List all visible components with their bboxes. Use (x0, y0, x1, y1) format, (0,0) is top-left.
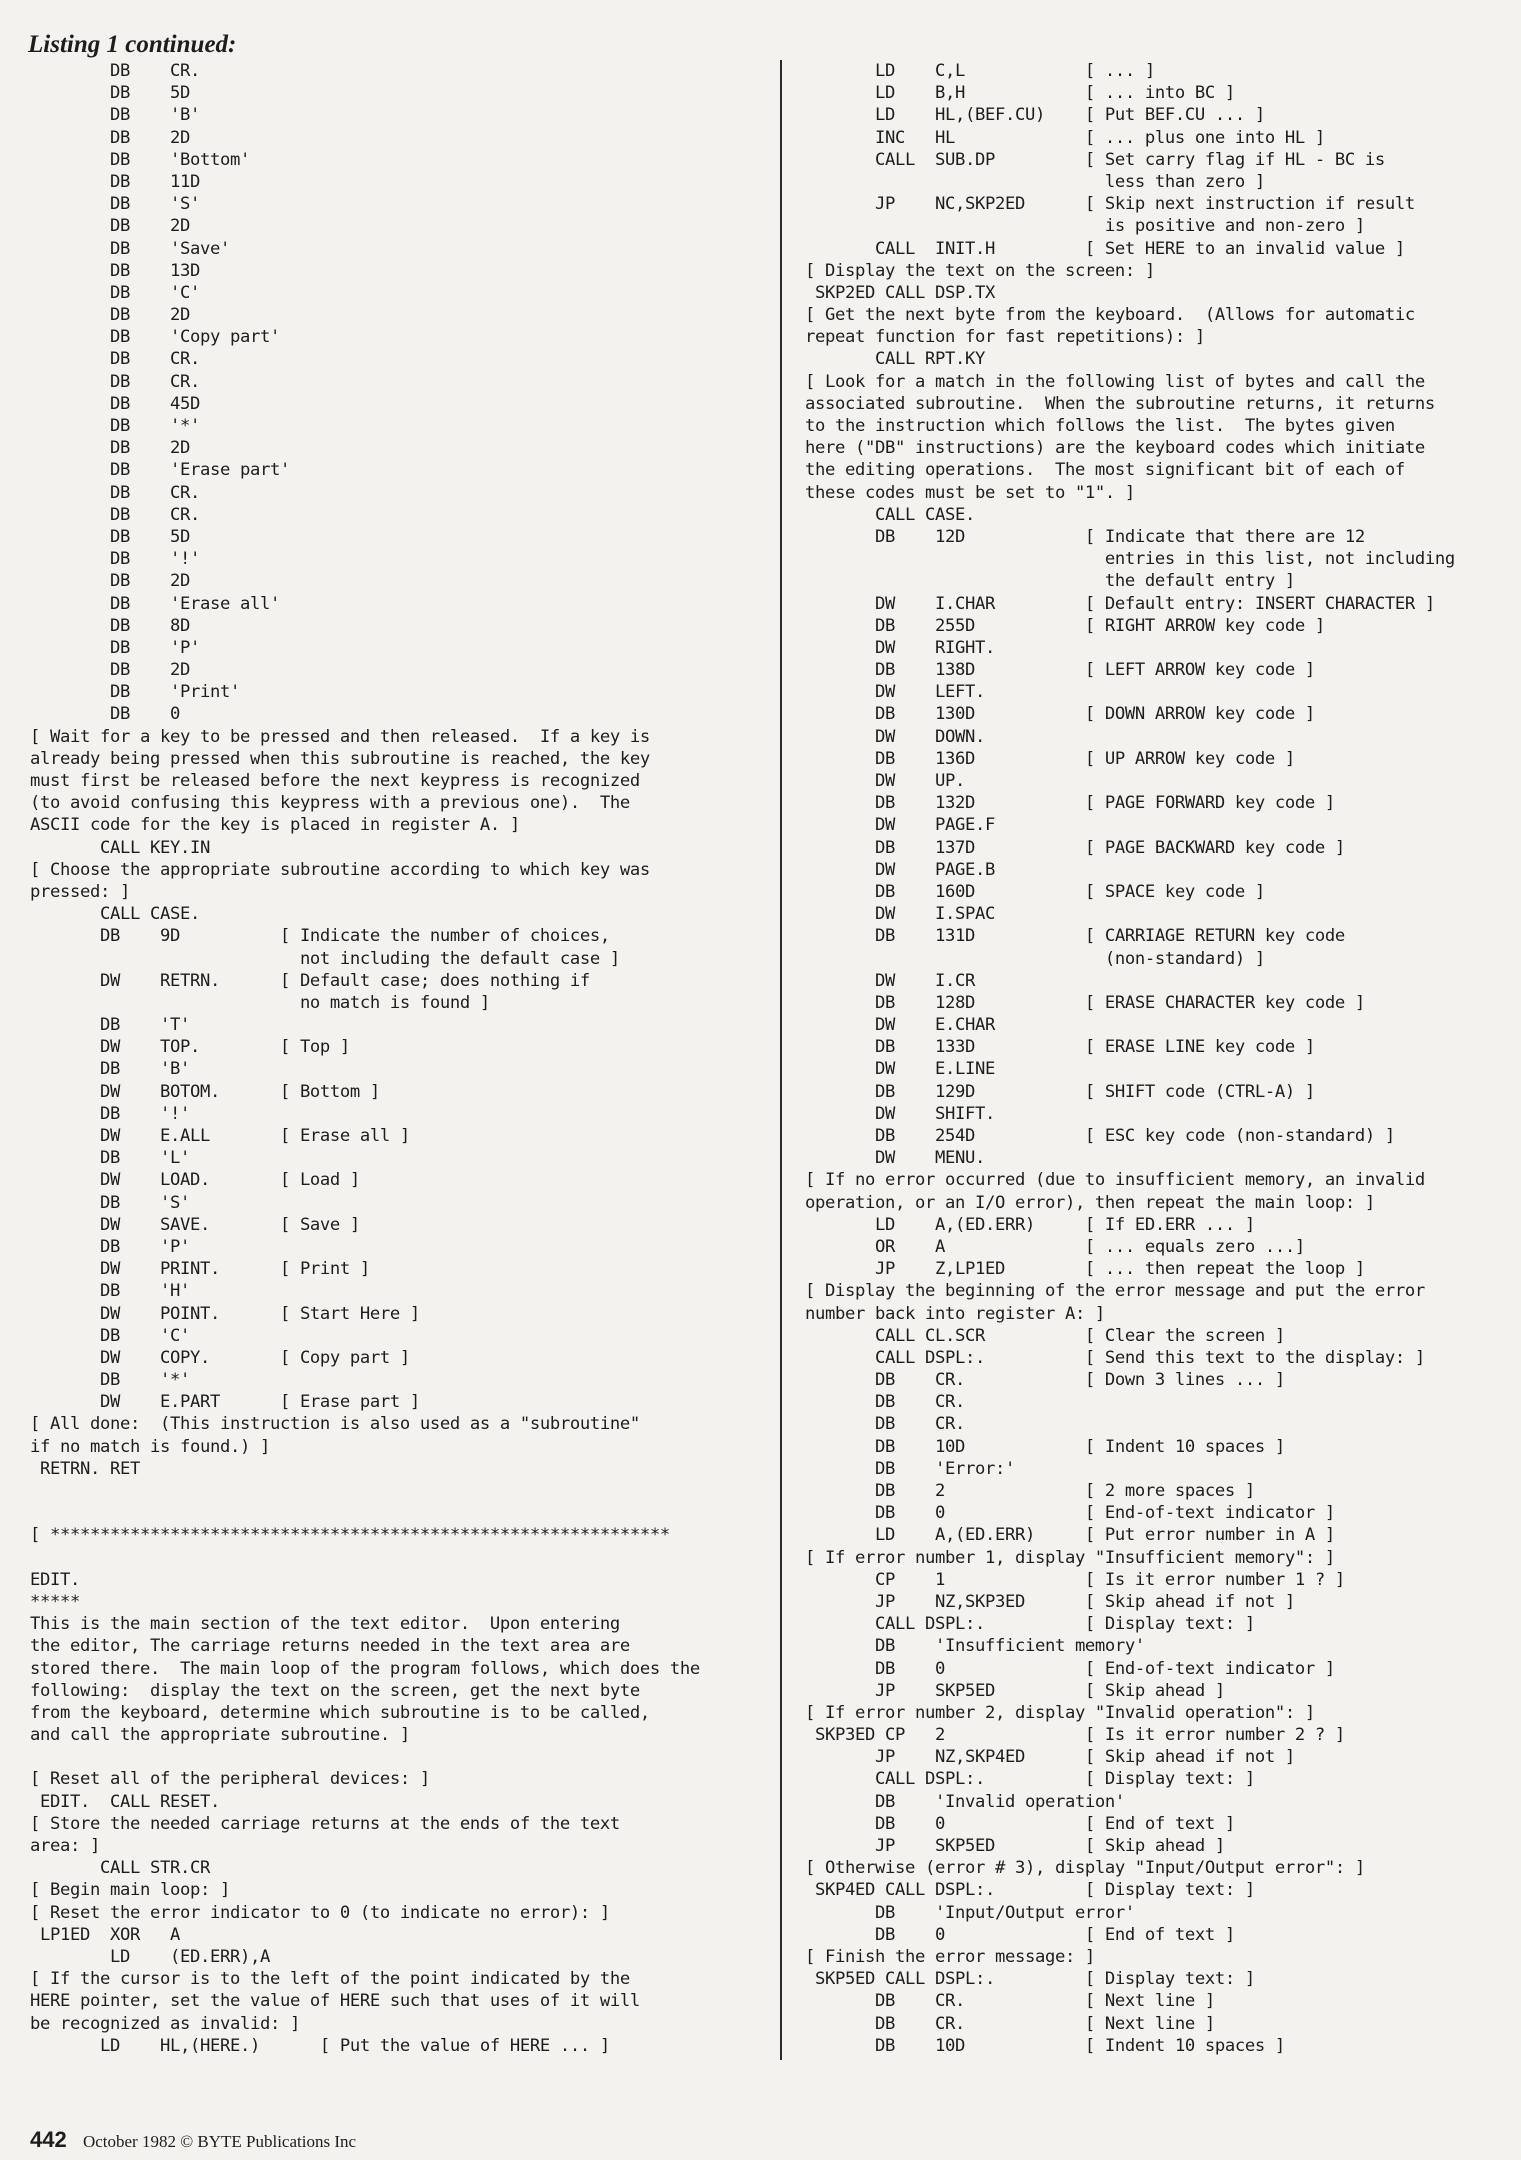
code-line: DW DOWN. (805, 726, 985, 747)
code-line: DB 'B' (30, 1059, 190, 1080)
code-line: DB CR. [ Down 3 lines ... ] (805, 1370, 1285, 1391)
code-line: DB 129D [ SHIFT code (CTRL-A) ] (805, 1081, 1315, 1102)
code-line: DW PRINT. [ Print ] (30, 1259, 370, 1280)
code-line: [ If error number 1, display "Insufficient memory": ] (805, 1547, 1335, 1568)
code-line: SKP3ED CP 2 [ Is it error number 2 ? ] (805, 1725, 1345, 1746)
code-line: DB CR. (805, 1392, 965, 1413)
code-line: DB 2D (30, 660, 190, 681)
code-line: DW LEFT. (805, 682, 985, 703)
code-line: DB 138D [ LEFT ARROW key code ] (805, 660, 1315, 681)
code-line: EDIT. (30, 1569, 80, 1590)
code-line: JP SKP5ED [ Skip ahead ] (805, 1836, 1225, 1856)
code-line: DB CR. [ Next line ] (805, 1991, 1215, 2012)
code-line: [ Finish the error message: ] (805, 1946, 1095, 1967)
code-line: DB CR. (805, 1414, 965, 1435)
code-line: OR A [ ... equals zero ...] (805, 1236, 1305, 1257)
left-code-column (30, 60, 700, 2057)
code-line: DB 128D [ ERASE CHARACTER key code ] (805, 992, 1365, 1013)
code-line: DB 136D [ UP ARROW key code ] (805, 748, 1295, 769)
code-line: DB 'Error:' (805, 1458, 1015, 1479)
code-line: CALL STR.CR (30, 1858, 210, 1879)
code-line: DB 'Input/Output error' (805, 1902, 1135, 1923)
code-line: must first be released before the next keypress is recognized (30, 771, 640, 791)
code-line: these codes must be set to "1". ] (805, 482, 1135, 503)
code-line: CALL DSPL:. [ Display text: ] (805, 1769, 1255, 1790)
code-line: LD (ED.ERR),A (30, 1946, 270, 1967)
publication-credit: October 1982 © BYTE Publications Inc (82, 2132, 357, 2151)
code-line: DW E.ALL [ Erase all ] (30, 1126, 410, 1146)
code-line: DW COPY. [ Copy part ] (30, 1347, 410, 1368)
code-line: [ If error number 2, display "Invalid operation": ] (805, 1702, 1315, 1723)
code-line: DB 'P' (30, 1236, 190, 1257)
code-line: number back into register A: ] (805, 1303, 1105, 1324)
code-line: CALL DSPL:. [ Send this text to the display: ] (805, 1347, 1425, 1368)
code-line: DB 'H' (30, 1281, 190, 1302)
code-line: DW I.SPAC (805, 904, 995, 925)
code-line: DB 'B' (30, 105, 200, 126)
code-line: DB 132D [ PAGE FORWARD key code ] (805, 793, 1335, 814)
code-line: INC HL [ ... plus one into HL ] (805, 127, 1325, 148)
code-line: following: display the text on the screen, get the next byte (30, 1680, 640, 1701)
code-line: DB 'C' (30, 1325, 190, 1346)
code-line: DW RIGHT. (805, 637, 995, 658)
code-line: DB 130D [ DOWN ARROW key code ] (805, 704, 1315, 725)
code-line: DW E.CHAR (805, 1015, 995, 1036)
code-line: SKP2ED CALL DSP.TX (805, 282, 995, 303)
right-code-column (805, 60, 1455, 2057)
code-line: DB 'Insufficient memory' (805, 1636, 1145, 1657)
code-line: less than zero ] (805, 171, 1265, 192)
code-line: here ("DB" instructions) are the keyboard codes which initiate (805, 438, 1425, 459)
code-line: CALL INIT.H [ Set HERE to an invalid value ] (805, 238, 1405, 259)
code-line: DB 'C' (30, 282, 200, 303)
code-line: operation, or an I/O error), then repeat the main loop: ] (805, 1192, 1375, 1213)
code-line: EDIT. CALL RESET. (30, 1791, 220, 1812)
code-line: DB CR. (30, 482, 200, 503)
code-line: DW POINT. [ Start Here ] (30, 1303, 420, 1324)
code-line: DB 45D (30, 393, 200, 414)
code-line: is positive and non-zero ] (805, 216, 1365, 237)
code-line: DB CR. [ Next line ] (805, 2013, 1215, 2034)
code-line: DB 133D [ ERASE LINE key code ] (805, 1037, 1315, 1058)
code-line: JP SKP5ED [ Skip ahead ] (805, 1680, 1225, 1701)
code-line: DW LOAD. [ Load ] (30, 1170, 360, 1191)
code-line: DB 255D [ RIGHT ARROW key code ] (805, 615, 1325, 636)
code-line: (non-standard) ] (805, 948, 1265, 969)
code-line: DB 'S' (30, 194, 200, 215)
code-line: [ Reset the error indicator to 0 (to indicate no error): ] (30, 1902, 610, 1923)
code-line: repeat function for fast repetitions): ] (805, 327, 1205, 348)
code-line: DB 13D (30, 260, 200, 281)
code-line: if no match is found.) ] (30, 1436, 270, 1457)
code-line: the default entry ] (805, 571, 1295, 592)
code-line: LD C,L [ ... ] (805, 61, 1155, 81)
code-line: DB 'Erase part' (30, 460, 290, 481)
code-line (30, 1746, 700, 1768)
code-line: JP NC,SKP2ED [ Skip next instruction if result (805, 194, 1415, 215)
code-line: [ Look for a match in the following list of bytes and call the (805, 371, 1425, 392)
code-line: DB 2D (30, 216, 190, 237)
code-line: LD HL,(BEF.CU) [ Put BEF.CU ... ] (805, 105, 1265, 126)
code-line: HERE pointer, set the value of HERE such that uses of it will (30, 1991, 640, 2012)
code-line: JP NZ,SKP4ED [ Skip ahead if not ] (805, 1747, 1295, 1768)
code-line: DB 'Copy part' (30, 327, 280, 348)
code-line: DB 137D [ PAGE BACKWARD key code ] (805, 837, 1345, 858)
code-line: DW TOP. [ Top ] (30, 1037, 350, 1058)
code-line: DB 0 (30, 704, 180, 725)
code-line: area: ] (30, 1836, 100, 1856)
code-line: CALL CASE. (805, 504, 975, 525)
code-line: DB 0 [ End of text ] (805, 1813, 1235, 1834)
code-line: already being pressed when this subroutine is reached, the key (30, 748, 650, 769)
code-line: CALL CL.SCR [ Clear the screen ] (805, 1325, 1285, 1346)
code-line: pressed: ] (30, 881, 130, 902)
code-line: CALL CASE. (30, 904, 200, 925)
code-line: DW BOTOM. [ Bottom ] (30, 1081, 380, 1102)
code-line: DB 2D (30, 438, 190, 459)
code-line: DW RETRN. [ Default case; does nothing if (30, 970, 590, 991)
code-line: DB 254D [ ESC key code (non-standard) ] (805, 1126, 1395, 1146)
code-line: DB '!' (30, 549, 200, 570)
code-line: [ ************************************************************** (30, 1525, 670, 1546)
code-line: CALL RPT.KY (805, 349, 985, 370)
code-line: CALL DSPL:. [ Display text: ] (805, 1614, 1255, 1635)
code-line (30, 1547, 700, 1569)
code-line: LD A,(ED.ERR) [ If ED.ERR ... ] (805, 1214, 1255, 1235)
code-line (30, 1480, 700, 1502)
code-line: DB 10D [ Indent 10 spaces ] (805, 2035, 1285, 2056)
code-line: not including the default case ] (30, 948, 620, 969)
code-line: DB 'Print' (30, 682, 240, 703)
code-line: RETRN. RET (30, 1458, 140, 1479)
code-line: DB 'S' (30, 1192, 190, 1213)
code-line: and call the appropriate subroutine. ] (30, 1725, 410, 1746)
code-line: CALL KEY.IN (30, 837, 210, 858)
code-line: LD HL,(HERE.) [ Put the value of HERE ... ] (30, 2035, 610, 2056)
code-line: DB 0 [ End of text ] (805, 1924, 1235, 1945)
code-line: DW I.CHAR [ Default entry: INSERT CHARACTER ] (805, 593, 1435, 614)
code-line: entries in this list, not including (805, 549, 1455, 570)
code-line: associated subroutine. When the subroutine returns, it returns (805, 393, 1435, 414)
code-line: DB 2D (30, 305, 190, 326)
code-line: DB 12D [ Indicate that there are 12 (805, 526, 1365, 547)
code-line: DW PAGE.F (805, 815, 995, 836)
code-line: DB 2D (30, 571, 190, 592)
code-line: DB 8D (30, 615, 190, 636)
code-line: [ Display the text on the screen: ] (805, 260, 1155, 281)
code-line: [ Store the needed carriage returns at the ends of the text (30, 1813, 620, 1834)
code-line: JP Z,LP1ED [ ... then repeat the loop ] (805, 1259, 1365, 1280)
code-line: LD B,H [ ... into BC ] (805, 83, 1235, 104)
code-line: DB CR. (30, 61, 200, 81)
code-line: [ Otherwise (error # 3), display "Input/Output error": ] (805, 1858, 1365, 1879)
code-line: ***** (30, 1591, 80, 1612)
code-line: CP 1 [ Is it error number 1 ? ] (805, 1569, 1345, 1590)
code-line: DB CR. (30, 349, 200, 370)
code-line: [ Choose the appropriate subroutine according to which key was (30, 859, 650, 880)
code-line: [ Get the next byte from the keyboard. (Allows for automatic (805, 305, 1415, 326)
code-line: no match is found ] (30, 992, 490, 1013)
code-line: ASCII code for the key is placed in register A. ] (30, 815, 520, 836)
code-line: CALL SUB.DP [ Set carry flag if HL - BC is (805, 149, 1385, 170)
code-line: DB 0 [ End-of-text indicator ] (805, 1658, 1335, 1679)
column-divider (780, 60, 782, 2060)
code-line: DB 2 [ 2 more spaces ] (805, 1481, 1255, 1501)
code-line: [ Wait for a key to be pressed and then released. If a key is (30, 726, 650, 747)
code-line: DB 9D [ Indicate the number of choices, (30, 926, 610, 947)
code-line: LD A,(ED.ERR) [ Put error number in A ] (805, 1525, 1335, 1546)
code-line: DB 'P' (30, 637, 200, 658)
code-line: JP NZ,SKP3ED [ Skip ahead if not ] (805, 1591, 1295, 1612)
code-line: DW MENU. (805, 1148, 985, 1169)
page-footer (30, 2128, 356, 2154)
code-line: to the instruction which follows the list. The bytes given (805, 416, 1395, 436)
code-line: DW E.PART [ Erase part ] (30, 1392, 420, 1413)
code-line: DW E.LINE (805, 1059, 995, 1080)
code-line: the editor, The carriage returns needed in the text area are (30, 1636, 630, 1657)
code-line: the editing operations. The most significant bit of each of (805, 460, 1405, 481)
code-line: SKP5ED CALL DSPL:. [ Display text: ] (805, 1969, 1255, 1990)
code-line: [ Reset all of the peripheral devices: ] (30, 1769, 430, 1790)
code-line: DW UP. (805, 771, 965, 791)
listing-title: Listing 1 continued: (28, 31, 237, 58)
code-line: DB 2D (30, 127, 190, 148)
code-line: [ All done: (This instruction is also used as a "subroutine" (30, 1414, 640, 1435)
code-line: DW SHIFT. (805, 1103, 995, 1124)
code-line: DW I.CR (805, 970, 975, 991)
code-line: LP1ED XOR A (30, 1924, 180, 1945)
code-line: DB 10D [ Indent 10 spaces ] (805, 1436, 1285, 1457)
code-line: DB 'Invalid operation' (805, 1791, 1125, 1812)
code-line: DB 160D [ SPACE key code ] (805, 881, 1265, 902)
code-line: DB 5D (30, 83, 190, 104)
code-line: [ If the cursor is to the left of the point indicated by the (30, 1969, 630, 1990)
code-line: DB 131D [ CARRIAGE RETURN key code (805, 926, 1345, 947)
code-line: SKP4ED CALL DSPL:. [ Display text: ] (805, 1880, 1255, 1901)
code-line: stored there. The main loop of the program follows, which does the (30, 1658, 700, 1679)
code-line: DB 'Save' (30, 238, 230, 259)
code-line: [ Begin main loop: ] (30, 1880, 230, 1901)
code-line: (to avoid confusing this keypress with a previous one). The (30, 793, 630, 814)
code-line: DB CR. (30, 371, 200, 392)
page-number: 442 (30, 2127, 67, 2152)
code-line: DB 0 [ End-of-text indicator ] (805, 1503, 1335, 1524)
code-line: DB 'L' (30, 1148, 190, 1169)
code-line: DB '*' (30, 416, 200, 436)
code-line: DB 11D (30, 171, 200, 192)
code-line: DB '*' (30, 1370, 190, 1391)
code-line: [ If no error occurred (due to insufficient memory, an invalid (805, 1170, 1425, 1191)
code-line (30, 1502, 700, 1524)
code-line: be recognized as invalid: ] (30, 2013, 300, 2034)
code-line: DB 5D (30, 526, 190, 547)
code-line: DW PAGE.B (805, 859, 995, 880)
code-line: from the keyboard, determine which subroutine is to be called, (30, 1702, 650, 1723)
code-line: DB CR. (30, 504, 200, 525)
code-line: DW SAVE. [ Save ] (30, 1214, 360, 1235)
code-line: DB 'Erase all' (30, 593, 280, 614)
code-line: [ Display the beginning of the error message and put the error (805, 1281, 1425, 1302)
code-line: This is the main section of the text editor. Upon entering (30, 1614, 620, 1635)
code-line: DB 'T' (30, 1015, 190, 1036)
code-line: DB '!' (30, 1103, 190, 1124)
code-line: DB 'Bottom' (30, 149, 250, 170)
